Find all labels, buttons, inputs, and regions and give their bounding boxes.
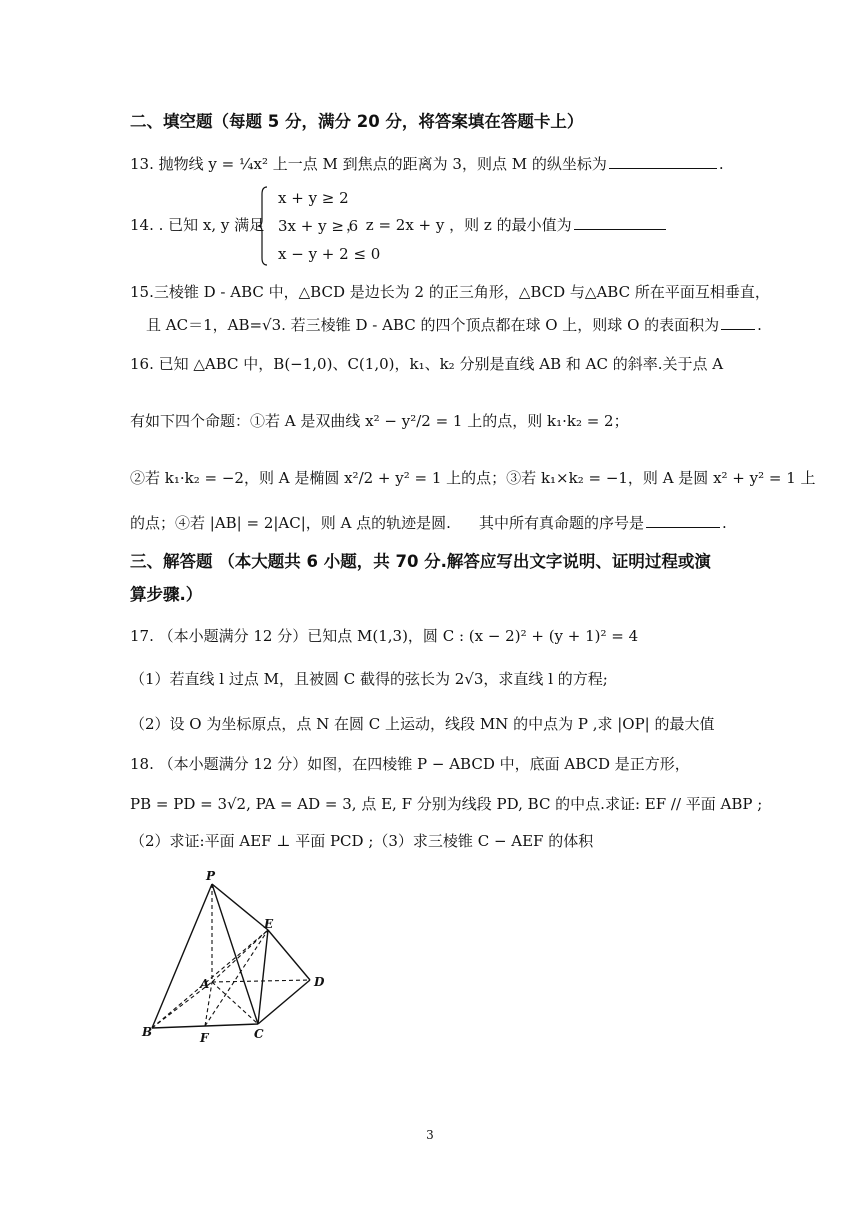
answer-blank-15[interactable] (721, 314, 755, 330)
answer-blank-13[interactable] (609, 153, 717, 169)
vertex-label-e: E (264, 917, 274, 931)
vertex-label-d: D (314, 975, 325, 989)
question-16-line-3: ②若 k₁·k₂ = −2，则 A 是椭圆 x²/2 + y² = 1 上的点；③若 k₁×k₂ = −1，则 A 是圆 x² + y² = 1 上 (130, 469, 816, 487)
vertex-label-f: F (200, 1031, 209, 1045)
question-14-prefix: 14. . 已知 x, y 满足 (130, 216, 265, 234)
left-brace-icon (258, 186, 268, 266)
section-heading-solutions: 三、解答题 （本大题共 6 小题，共 70 分.解答应写出文字说明、证明过程或演 (130, 552, 711, 571)
question-15-line-1: 15.三棱锥 D - ABC 中，△BCD 是边长为 2 的正三角形，△BCD 与△ABC 所在平面互相垂直， (130, 283, 770, 301)
vertex-label-a: A (200, 977, 210, 991)
question-17-part-1: （1）若直线 l 过点 M，且被圆 C 截得的弦长为 2√3，求直线 l 的方程; (130, 670, 608, 688)
vertex-label-c: C (254, 1027, 264, 1041)
constraint-system (258, 186, 381, 266)
question-16-line-1: 16. 已知 △ABC 中，B(−1,0)、C(1,0)，k₁、k₂ 分别是直线 AB 和 AC 的斜率.关于点 A (130, 355, 724, 373)
page-number: 3 (426, 1128, 434, 1142)
constraint-3: x − y + 2 ≤ 0 (278, 245, 381, 263)
question-17-part-2: （2）设 O 为坐标原点，点 N 在圆 C 上运动，线段 MN 的中点为 P ,求 |OP| 的最大值 (130, 715, 715, 733)
answer-blank-16[interactable] (646, 512, 720, 528)
section-heading-solutions-cont: 算步骤.） (130, 585, 203, 604)
vertex-label-b: B (142, 1025, 153, 1039)
constraint-1: x + y ≥ 2 (278, 189, 349, 207)
question-16-line-2: 有如下四个命题：①若 A 是双曲线 x² − y²/2 = 1 上的点，则 k₁·k₂ = 2； (130, 412, 629, 430)
question-14-suffix: ， z = 2x + y ，则 z 的最小值为 (346, 214, 668, 236)
vertex-label-p: P (206, 869, 216, 883)
constraint-2: 3x + y ≥ 6 (278, 217, 359, 235)
question-16-line-4: 的点；④若 |AB| = 2|AC|，则 A 点的轨迹是圆. 其中所有真命题的序号是 . (130, 514, 727, 532)
answer-blank-14[interactable] (574, 214, 666, 230)
section-heading-fill-in: 二、填空题（每题 5 分，满分 20 分，将答案填在答题卡上） (130, 112, 584, 131)
question-13: 13. 抛物线 y = ¼x² 上一点 M 到焦点的距离为 3，则点 M 的纵坐标为 . (130, 155, 724, 173)
question-18-line-2: PB = PD = 3√2, PA = AD = 3, 点 E, F 分别为线段 PD, BC 的中点.求证: EF // 平面 ABP ; (130, 795, 763, 813)
question-18-line-3: （2）求证:平面 AEF ⊥ 平面 PCD ;（3）求三棱锥 C − AEF 的体积 (130, 832, 594, 850)
question-17-stem: 17. （本小题满分 12 分）已知点 M(1,3)，圆 C : (x − 2)² + (y + 1)² = 4 (130, 627, 639, 645)
question-18-line-1: 18. （本小题满分 12 分）如图，在四棱锥 P − ABCD 中，底面 ABCD 是正方形， (130, 755, 690, 773)
question-13-text: 13. 抛物线 y = ¼x² 上一点 M 到焦点的距离为 3，则点 M 的纵坐标为 (130, 155, 607, 173)
question-15-line-2: 且 AC＝1，AB=√3. 若三棱锥 D - ABC 的四个顶点都在球 O 上，则球 O 的表面积为 . (146, 316, 762, 334)
pyramid-figure (140, 866, 360, 1050)
